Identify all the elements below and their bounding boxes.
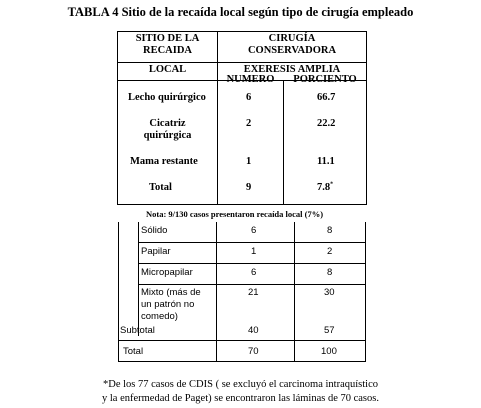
- row-label: Sólido: [141, 225, 168, 236]
- row-divider: [138, 263, 365, 264]
- row-label: Lecho quirúrgico: [128, 92, 206, 103]
- row-numero: 1: [246, 156, 252, 167]
- header-site-line1: SITIO DE LA: [135, 33, 200, 44]
- column-divider: [283, 80, 284, 205]
- column-divider: [217, 31, 218, 205]
- table-note: Nota: 9/130 casos presentaron recaída local (7%): [146, 209, 324, 219]
- row-divider: [119, 361, 365, 362]
- row-numero: 2: [246, 118, 252, 129]
- row-value-b: 30: [324, 287, 335, 298]
- header-porciento: PORCIENTO: [293, 74, 357, 85]
- column-divider: [138, 222, 139, 336]
- footnote-mark: *: [330, 181, 334, 188]
- row-label-line: comedo): [141, 311, 178, 322]
- row-divider: [138, 242, 365, 243]
- recurrence-site-table: [117, 31, 367, 205]
- row-value-a: 1: [251, 246, 257, 257]
- total-a: 70: [248, 346, 259, 357]
- table-title: TABLA 4 Sitio de la recaída local según tipo de cirugía empleado: [67, 5, 414, 19]
- row-value-a: 21: [248, 287, 259, 298]
- column-divider: [216, 222, 217, 362]
- row-label: Micropapilar: [141, 267, 193, 278]
- row-value-b: 8: [327, 267, 333, 278]
- subtotal-a: 40: [248, 325, 259, 336]
- footnote-line2: y la enfermedad de Paget) se encontraron las láminas de 70 casos.: [102, 393, 379, 404]
- row-divider: [138, 284, 365, 285]
- subtotal-b: 57: [324, 325, 335, 336]
- row-value-a: 6: [251, 225, 257, 236]
- row-label-line: Mixto (más de: [141, 287, 201, 298]
- header-surgery-line2: CONSERVADORA: [247, 45, 337, 56]
- total-label: Total: [149, 182, 172, 193]
- column-divider: [294, 222, 295, 362]
- row-divider: [118, 62, 366, 63]
- footnote-line1: *De los 77 casos de CDIS ( se excluyó el carcinoma intraquístico: [103, 379, 378, 390]
- total-numero: 9: [246, 182, 252, 193]
- row-porciento: 11.1: [317, 156, 335, 167]
- row-label-line1: Cicatriz: [149, 118, 186, 129]
- row-value-b: 2: [327, 246, 333, 257]
- row-value-b: 8: [327, 225, 333, 236]
- row-label: Mama restante: [130, 156, 198, 167]
- row-divider: [119, 340, 365, 341]
- row-value-a: 6: [251, 267, 257, 278]
- header-site-line3: LOCAL: [148, 64, 187, 75]
- row-label: Papilar: [141, 246, 171, 257]
- header-site-line2: RECAIDA: [142, 45, 192, 56]
- total-porciento-value: 7.8: [317, 182, 331, 193]
- row-porciento: 22.2: [317, 118, 336, 129]
- total-label: Total: [123, 346, 144, 357]
- row-numero: 6: [246, 92, 252, 103]
- subtotal-label: Subtotal: [120, 325, 155, 336]
- row-divider: [118, 204, 366, 205]
- total-b: 100: [321, 346, 337, 357]
- header-numero: NUMERO: [226, 74, 275, 85]
- header-surgery-line1: CIRUGÍA: [268, 33, 316, 44]
- total-porciento: [317, 182, 333, 194]
- row-porciento: 66.7: [317, 92, 336, 103]
- row-divider: [118, 31, 366, 32]
- row-label-line2: quirúrgica: [143, 130, 192, 141]
- histology-table: [118, 222, 366, 362]
- header-surgery-line3: EXERESIS AMPLIA: [243, 64, 341, 75]
- row-label-line: un patrón no: [141, 299, 195, 310]
